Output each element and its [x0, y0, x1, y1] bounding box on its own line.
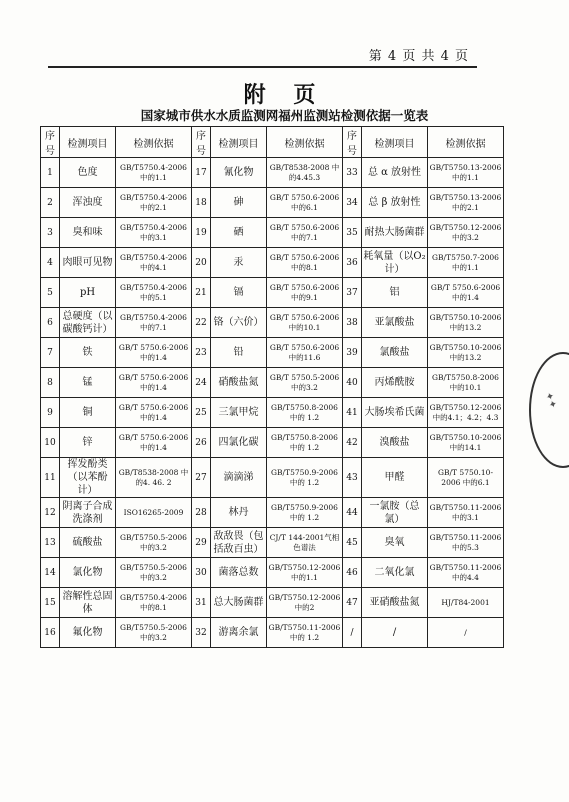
- cell-number: 47: [343, 588, 362, 618]
- cell-number: 17: [192, 158, 211, 188]
- cell-test-item: 溶解性总固体: [60, 588, 116, 618]
- cell-number: 3: [41, 218, 60, 248]
- cell-test-item: 臭氧: [362, 528, 428, 558]
- cell-test-basis: GB/T5750.4-2006 中的3.1: [116, 218, 192, 248]
- cell-number: 45: [343, 528, 362, 558]
- cell-test-item: 耐热大肠菌群: [362, 218, 428, 248]
- cell-test-item: 铜: [60, 398, 116, 428]
- cell-test-basis: GB/T5750.11-2006 中的5.3: [428, 528, 504, 558]
- cell-test-basis: GB/T5750.10-2006 中的13.2: [428, 338, 504, 368]
- cell-number: 41: [343, 398, 362, 428]
- cell-number: 33: [343, 158, 362, 188]
- cell-test-item: 氟化物: [60, 618, 116, 648]
- cell-test-item: 阴离子合成洗涤剂: [60, 498, 116, 528]
- cell-number: 5: [41, 278, 60, 308]
- cell-number: 37: [343, 278, 362, 308]
- table-row: [41, 188, 504, 218]
- column-header: 检测依据: [267, 127, 343, 158]
- cell-number: 34: [343, 188, 362, 218]
- page-number: 第 4 页 共 4 页: [368, 49, 469, 64]
- cell-test-item: 铝: [362, 278, 428, 308]
- cell-test-item: 锰: [60, 368, 116, 398]
- cell-test-basis: GB/T5750.4-2006 中的8.1: [116, 588, 192, 618]
- cell-number: 13: [41, 528, 60, 558]
- cell-test-basis: GB/T5750.7-2006 中的1.1: [428, 248, 504, 278]
- cell-number: 18: [192, 188, 211, 218]
- cell-test-item: 亚硝酸盐氮: [362, 588, 428, 618]
- table-row: [41, 338, 504, 368]
- column-header: 序号: [41, 127, 60, 158]
- cell-number: 12: [41, 498, 60, 528]
- cell-test-basis: GB/T5750.11-2006 中的4.4: [428, 558, 504, 588]
- cell-test-basis: CJ/T 144-2001气相色谱法: [267, 528, 343, 558]
- cell-test-item: 氯化物: [60, 558, 116, 588]
- cell-test-item: 滴滴涕: [211, 458, 267, 498]
- cell-number: 32: [192, 618, 211, 648]
- cell-test-basis: GB/T 5750.6-2006中的10.1: [267, 308, 343, 338]
- cell-test-basis: GB/T 5750.6-2006中的7.1: [267, 218, 343, 248]
- table-row: [41, 528, 504, 558]
- cell-test-basis: GB/T 5750.5-2006 中的3.2: [267, 368, 343, 398]
- table-row: [41, 278, 504, 308]
- cell-test-basis: GB/T 5750.6-2006中的11.6: [267, 338, 343, 368]
- cell-test-item: 硒: [211, 218, 267, 248]
- cell-number: 9: [41, 398, 60, 428]
- cell-test-basis: GB/T5750.9-2006中的 1.2: [267, 458, 343, 498]
- column-header: 检测依据: [428, 127, 504, 158]
- cell-number: 26: [192, 428, 211, 458]
- table-row: [41, 498, 504, 528]
- cell-test-item: 总 β 放射性: [362, 188, 428, 218]
- cell-test-item: 砷: [211, 188, 267, 218]
- table-header-row: [41, 127, 504, 158]
- cell-test-item: 林丹: [211, 498, 267, 528]
- cell-number: 4: [41, 248, 60, 278]
- cell-test-basis: GB/T8538-2008 中的4. 46. 2: [116, 458, 192, 498]
- cell-test-item: /: [362, 618, 428, 648]
- cell-number: 38: [343, 308, 362, 338]
- cell-test-basis: GB/T5750.8-2006中的 1.2: [267, 428, 343, 458]
- cell-test-basis: GB/T 5750.6-2006 中的1.4: [116, 398, 192, 428]
- seal-mark: ✦✦: [542, 390, 559, 411]
- cell-number: 1: [41, 158, 60, 188]
- cell-number: 21: [192, 278, 211, 308]
- cell-test-item: 锌: [60, 428, 116, 458]
- cell-test-basis: HJ/T84-2001: [428, 588, 504, 618]
- cell-test-item: 铅: [211, 338, 267, 368]
- cell-test-item: 铁: [60, 338, 116, 368]
- cell-test-item: 三氯甲烷: [211, 398, 267, 428]
- cell-test-basis: GB/T5750.4-2006 中的4.1: [116, 248, 192, 278]
- cell-test-basis: GB/T 5750.6-2006 中的1.4: [116, 428, 192, 458]
- table-row: [41, 218, 504, 248]
- cell-test-item: 一氯胺（总氯）: [362, 498, 428, 528]
- cell-test-basis: GB/T5750.11-2006中的 1.2: [267, 618, 343, 648]
- cell-test-basis: GB/T5750.12-2006中的1.1: [267, 558, 343, 588]
- cell-test-item: 大肠埃希氏菌: [362, 398, 428, 428]
- cell-test-item: 丙烯酰胺: [362, 368, 428, 398]
- cell-test-item: 硫酸盐: [60, 528, 116, 558]
- cell-test-item: 挥发酚类（以苯酚计）: [60, 458, 116, 498]
- cell-test-item: 氯酸盐: [362, 338, 428, 368]
- cell-test-item: pH: [60, 278, 116, 308]
- cell-test-item: 硝酸盐氮: [211, 368, 267, 398]
- cell-number: 35: [343, 218, 362, 248]
- cell-test-basis: GB/T5750.4-2006 中的1.1: [116, 158, 192, 188]
- cell-test-basis: GB/T5750.13-2006 中的2.1: [428, 188, 504, 218]
- table-row: [41, 618, 504, 648]
- table-row: [41, 458, 504, 498]
- cell-test-item: 色度: [60, 158, 116, 188]
- cell-test-basis: GB/T 5750.6-2006 中的1.4: [116, 338, 192, 368]
- cell-number: 25: [192, 398, 211, 428]
- cell-test-basis: GB/T5750.5-2006 中的3.2: [116, 528, 192, 558]
- cell-number: 43: [343, 458, 362, 498]
- cell-test-basis: GB/T5750.9-2006中的 1.2: [267, 498, 343, 528]
- cell-test-basis: GB/T8538-2008 中的4.45.3: [267, 158, 343, 188]
- table-row: [41, 158, 504, 188]
- column-header: 检测项目: [362, 127, 428, 158]
- cell-test-basis: GB/T5750.5-2006 中的3.2: [116, 558, 192, 588]
- cell-number: 10: [41, 428, 60, 458]
- cell-number: /: [343, 618, 362, 648]
- cell-number: 22: [192, 308, 211, 338]
- cell-test-item: 亚氯酸盐: [362, 308, 428, 338]
- cell-test-item: 铬（六价）: [211, 308, 267, 338]
- cell-number: 16: [41, 618, 60, 648]
- cell-number: 31: [192, 588, 211, 618]
- cell-number: 19: [192, 218, 211, 248]
- cell-test-basis: ISO16265-2009: [116, 498, 192, 528]
- cell-test-basis: GB/T5750.4-2006 中的5.1: [116, 278, 192, 308]
- cell-number: 20: [192, 248, 211, 278]
- table-row: [41, 398, 504, 428]
- cell-test-basis: GB/T5750.12-2006 中的3.2: [428, 218, 504, 248]
- cell-number: 15: [41, 588, 60, 618]
- header-rule: [48, 66, 477, 68]
- official-seal: [529, 352, 569, 468]
- cell-test-basis: GB/T 5750.6-2006 中的1.4: [116, 368, 192, 398]
- cell-test-item: 四氯化碳: [211, 428, 267, 458]
- cell-test-item: 甲醛: [362, 458, 428, 498]
- column-header: 序号: [192, 127, 211, 158]
- cell-number: 39: [343, 338, 362, 368]
- column-header: 检测依据: [116, 127, 192, 158]
- cell-test-basis: GB/T5750.12-2006 中的4.1；4.2；4.3: [428, 398, 504, 428]
- cell-test-basis: GB/T 5750.6-2006中的8.1: [267, 248, 343, 278]
- cell-number: 29: [192, 528, 211, 558]
- cell-test-item: 总大肠菌群: [211, 588, 267, 618]
- cell-number: 24: [192, 368, 211, 398]
- cell-test-item: 总 α 放射性: [362, 158, 428, 188]
- cell-number: 27: [192, 458, 211, 498]
- cell-number: 23: [192, 338, 211, 368]
- table-row: [41, 558, 504, 588]
- cell-number: 40: [343, 368, 362, 398]
- cell-number: 11: [41, 458, 60, 498]
- cell-test-item: 二氧化氯: [362, 558, 428, 588]
- cell-test-item: 菌落总数: [211, 558, 267, 588]
- cell-test-basis: GB/T5750.8-2006 中的10.1: [428, 368, 504, 398]
- cell-number: 28: [192, 498, 211, 528]
- cell-number: 14: [41, 558, 60, 588]
- column-header: 检测项目: [60, 127, 116, 158]
- table-row: [41, 588, 504, 618]
- cell-number: 46: [343, 558, 362, 588]
- table-row: [41, 248, 504, 278]
- cell-number: 7: [41, 338, 60, 368]
- cell-test-item: 浑浊度: [60, 188, 116, 218]
- cell-test-item: 溴酸盐: [362, 428, 428, 458]
- cell-number: 6: [41, 308, 60, 338]
- page-title: 附 页: [243, 82, 326, 108]
- cell-test-basis: GB/T5750.4-2006 中的2.1: [116, 188, 192, 218]
- test-basis-table: [40, 126, 504, 648]
- table-row: [41, 368, 504, 398]
- cell-number: 36: [343, 248, 362, 278]
- cell-number: 30: [192, 558, 211, 588]
- cell-number: 42: [343, 428, 362, 458]
- cell-test-item: 汞: [211, 248, 267, 278]
- cell-test-basis: /: [428, 618, 504, 648]
- cell-test-basis: GB/T 5750.6-2006中的9.1: [267, 278, 343, 308]
- cell-test-item: 氰化物: [211, 158, 267, 188]
- column-header: 序号: [343, 127, 362, 158]
- cell-test-item: 肉眼可见物: [60, 248, 116, 278]
- column-header: 检测项目: [211, 127, 267, 158]
- cell-number: 8: [41, 368, 60, 398]
- cell-number: 44: [343, 498, 362, 528]
- cell-test-item: 耗氧量（以O₂计）: [362, 248, 428, 278]
- cell-test-item: 敌敌畏（包括敌百虫）: [211, 528, 267, 558]
- cell-test-item: 游离余氯: [211, 618, 267, 648]
- cell-test-basis: GB/T 5750.6-2006中的6.1: [267, 188, 343, 218]
- cell-test-basis: GB/T5750.10-2006 中的13.2: [428, 308, 504, 338]
- cell-test-item: 镉: [211, 278, 267, 308]
- cell-test-basis: GB/T5750.8-2006中的 1.2: [267, 398, 343, 428]
- cell-test-basis: GB/T5750.10-2006 中的14.1: [428, 428, 504, 458]
- table-body: [41, 158, 504, 648]
- cell-test-basis: GB/T5750.12-2006中的2: [267, 588, 343, 618]
- cell-test-basis: GB/T 5750.10-2006 中的6.1: [428, 458, 504, 498]
- cell-test-item: 总硬度（以碳酸钙计）: [60, 308, 116, 338]
- cell-test-basis: GB/T5750.11-2006 中的3.1: [428, 498, 504, 528]
- cell-test-basis: GB/T5750.13-2006 中的1.1: [428, 158, 504, 188]
- cell-test-item: 臭和味: [60, 218, 116, 248]
- page-subtitle: 国家城市供水水质监测网福州监测站检测依据一览表: [140, 108, 429, 123]
- table-row: [41, 428, 504, 458]
- table-row: [41, 308, 504, 338]
- cell-test-basis: GB/T 5750.6-2006 中的1.4: [428, 278, 504, 308]
- cell-test-basis: GB/T5750.5-2006 中的3.2: [116, 618, 192, 648]
- cell-number: 2: [41, 188, 60, 218]
- cell-test-basis: GB/T5750.4-2006 中的7.1: [116, 308, 192, 338]
